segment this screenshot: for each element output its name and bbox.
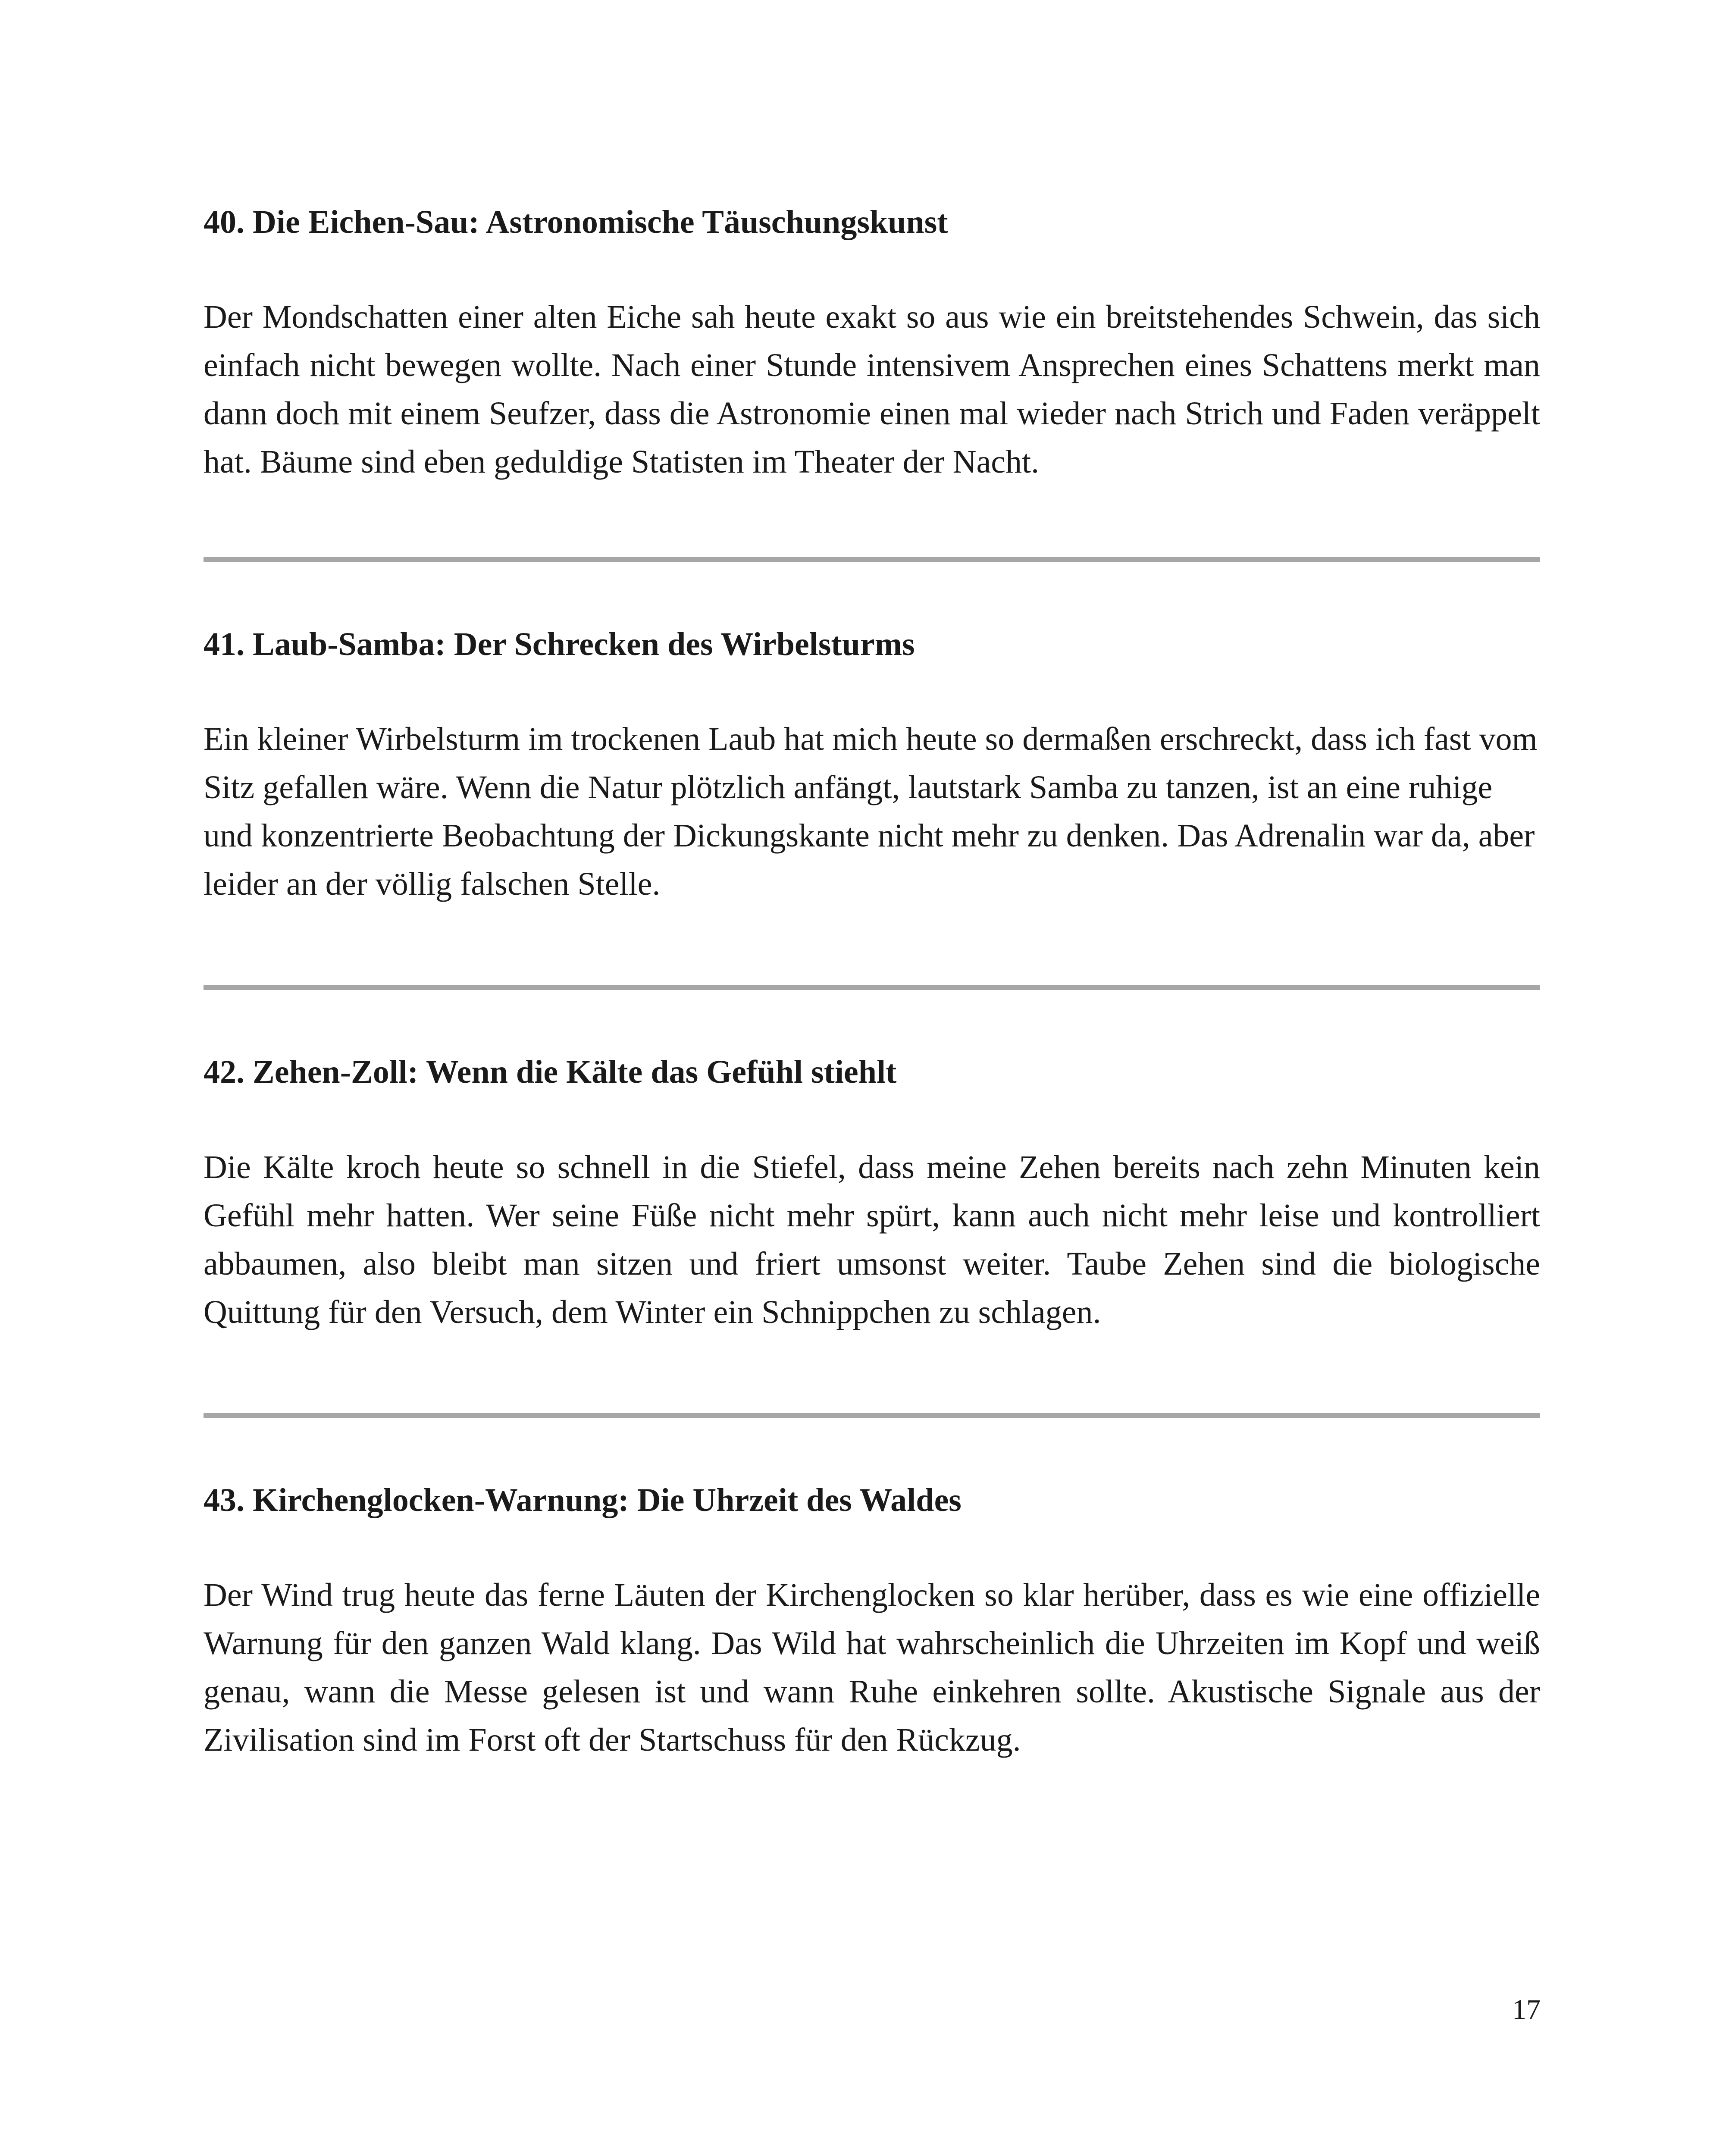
entry-body: Der Mondschatten einer alten Eiche sah heute exakt so aus wie ein breitstehendes Schwein, das sich einfach nicht bewegen wollte. Nach einer Stunde intensivem Ansprechen eines Schattens merkt man dann doch mit einem Seufzer, dass die Astronomie einen mal wieder nach Strich und Faden veräppelt hat. Bäume sind eben geduldige Statisten im Theater der Nacht. (204, 299, 1540, 480)
entry-42 (204, 1053, 1540, 1336)
entry-40 (204, 203, 1540, 486)
section-divider (204, 985, 1540, 990)
section-divider (204, 557, 1540, 562)
entry-title: 43. Kirchenglocken-Warnung: Die Uhrzeit des Waldes (204, 1482, 962, 1518)
section-divider (204, 1413, 1540, 1418)
page-number: 17 (1512, 1994, 1541, 2025)
entry-41 (204, 625, 1540, 908)
entry-title: 42. Zehen-Zoll: Wenn die Kälte das Gefühl stiehlt (204, 1054, 897, 1091)
entry-body: Die Kälte kroch heute so schnell in die Stiefel, dass meine Zehen bereits nach zehn Minuten kein Gefühl mehr hatten. Wer seine Füße nicht mehr spürt, kann auch nicht mehr leise und kontrolliert abbaumen, also bleibt man sitzen und friert umsonst weiter. Taube Zehen sind die biologische Quittung für den Versuch, dem Winter ein Schnippchen zu schlagen. (204, 1149, 1540, 1330)
entry-body: Der Wind trug heute das ferne Läuten der Kirchenglocken so klar herüber, dass es wie eine offizielle Warnung für den ganzen Wald klang. Das Wild hat wahrscheinlich die Uhrzeiten im Kopf und weiß genau, wann die Messe gelesen ist und wann Ruhe einkehren sollte. Akustische Signale aus der Zivilisation sind im Forst oft der Startschuss für den Rückzug. (204, 1576, 1540, 1758)
entry-title: 40. Die Eichen-Sau: Astronomische Täuschungskunst (204, 204, 948, 240)
entry-title: 41. Laub-Samba: Der Schrecken des Wirbelsturms (204, 626, 915, 663)
entry-body: Ein kleiner Wirbelsturm im trockenen Laub hat mich heute so dermaßen erschreckt, dass ich fast vom Sitz gefallen wäre. Wenn die Natur plötzlich anfängt, lautstark Samba zu tanzen, ist an eine ruhige und konzentrierte Beobachtung der Dickungskante nicht mehr zu denken. Das Adrenalin war da, aber leider an der völlig falschen Stelle. (204, 721, 1538, 903)
page-content (204, 203, 1540, 1764)
entry-43 (204, 1481, 1540, 1764)
